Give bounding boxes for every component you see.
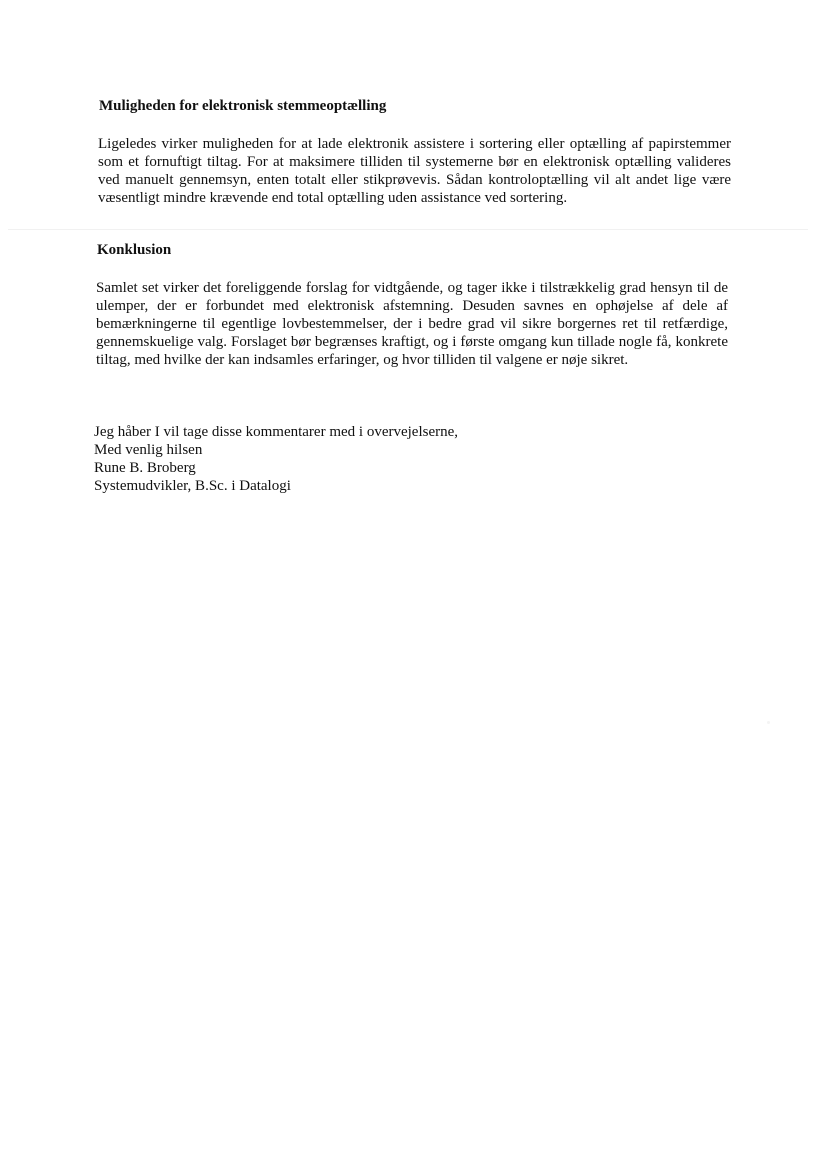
closing-remark: Jeg håber I vil tage disse kommentarer med i overvejelserne, [94, 424, 459, 440]
section-heading-electronic-counting: Muligheden for elektronisk stemmeoptælling [99, 98, 387, 114]
salutation: Med venlig hilsen [94, 442, 203, 458]
section-heading-conclusion: Konklusion [97, 242, 172, 258]
scan-artifact-line [8, 229, 808, 230]
scan-speck [767, 721, 770, 724]
section-body-electronic-counting: Ligeledes virker muligheden for at lade elektronik assistere i sortering eller optælling af papirstemmer som et fornuftigt tiltag. For at maksimere tilliden til systemerne bør en elektronisk optælling valideres ved manuelt gennemsyn, enten totalt eller stikprøvevis. Sådan kontroloptælling vil alt andet lige være væsentligt mindre krævende end total optælling uden assistance ved sortering. [98, 136, 731, 206]
signer-title: Systemudvikler, B.Sc. i Datalogi [94, 478, 291, 494]
closing-block [94, 423, 458, 495]
signer-name: Rune B. Broberg [94, 460, 196, 476]
section-body-conclusion: Samlet set virker det foreliggende forslag for vidtgående, og tager ikke i tilstrækkelig grad hensyn til de ulemper, der er forbundet med elektronisk afstemning. Desuden savnes en ophøjelse af dele af bemærkningerne til egentlige lovbestemmelser, der i bedre grad vil sikre borgernes ret til retfærdige, gennemskuelige valg. Forslaget bør begrænses kraftigt, og i første omgang kun tillade nogle få, konkrete tiltag, med hvilke der kan indsamles erfaringer, og hvor tilliden til valgene er nøje sikret. [96, 280, 728, 368]
